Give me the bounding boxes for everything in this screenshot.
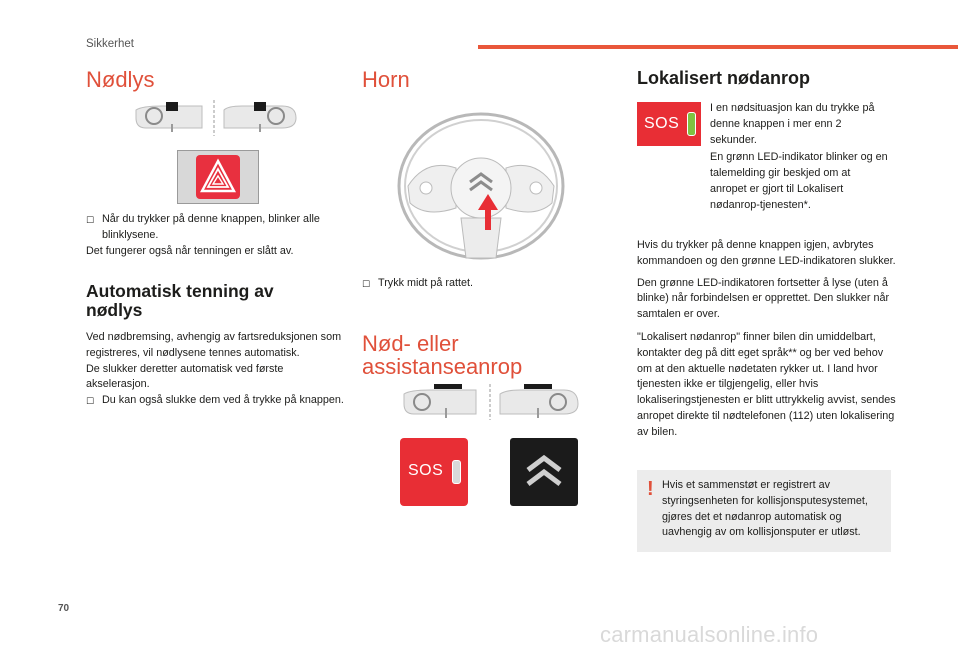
nodlys-note: Det fungerer også når tenningen er slått av.	[86, 244, 294, 257]
sos-label: SOS	[644, 115, 680, 132]
sos-button-illustration	[400, 438, 468, 506]
dashboard-illustration-2	[398, 380, 584, 424]
title-nod-assistanse: Nød- eller assistanseanrop	[362, 331, 523, 379]
bullet-item: ☐ Når du trykker på denne knappen, blinker alle blinklysene.	[86, 212, 342, 244]
bullet-icon: ☐	[86, 396, 95, 407]
dashboard-illustration-1	[132, 96, 302, 138]
bullet-icon: ☐	[86, 215, 95, 225]
hazard-triangle-icon	[196, 155, 240, 199]
hazard-button	[196, 155, 240, 199]
header-accent-bar	[478, 45, 958, 49]
horn-text	[362, 276, 602, 293]
watermark: carmanualsonline.info	[600, 622, 819, 647]
sos-intro-text: I en nødsituasjon kan du trykke på denne knappen i mer enn 2 sekunder. En grønn LED-indikator blinker og en talemelding gir beskjed om at anropet er gjort til Lokalisert nødanrop-tjenesten*.	[710, 102, 888, 212]
sos-label: SOS	[408, 462, 444, 479]
warning-icon: !	[647, 478, 654, 500]
led-indicator-green	[687, 112, 696, 136]
title-nodlys: Nødlys	[86, 67, 155, 92]
title-lokalisert: Lokalisert nødanrop	[637, 68, 811, 88]
bullet-icon: ☐	[362, 279, 371, 289]
lokalisert-text: Hvis du trykker på denne knappen igjen, avbrytes kommandoen og den grønne LED-indikatoren slukker. Den grønne LED-indikatoren fortsetter å lyse (uten å blinke) når forbindelsen er opprettet. Den slukker når samtalen er over. "Lokalisert nødanrop" finner bilen din umiddelbart, kontakter deg på ditt eget språk** og ber ved behov om at den aktuelle nødetaten rykker ut. I land hvor tjenesten ikke er tilgjengelig, eller hvis lokaliseringstjenesten er blitt uttrykkelig avvist, sendes anropet direkte til nødtelefonen (112) uten lokalisering av bilen.	[637, 239, 896, 438]
bullet-item: ☐ Trykk midt på rattet.	[362, 276, 602, 293]
warning-text: Hvis et sammenstøt er registrert av styringsenheten for kollisjonsputesystemet, gjøres det et nødanrop automatisk og uavhengig av om kollisjonsputer er utløst.	[662, 479, 868, 539]
automatic-text: Ved nødbremsing, avhengig av fartsreduksjonen som registreres, vil nødlysene tennes automatisk. De slukker deretter automatisk ved første akselerasjon. ☐ Du kan også slukke dem ved å trykke på knappen.	[86, 330, 344, 410]
sos-button-image	[637, 102, 701, 146]
section-label: Sikkerhet	[86, 38, 134, 50]
warning-box	[637, 470, 891, 552]
nodlys-text	[86, 212, 342, 259]
assistance-button-illustration	[510, 438, 578, 506]
steering-wheel-illustration	[396, 108, 566, 270]
hazard-button-illustration	[177, 150, 259, 204]
chevrons-logo-icon	[510, 438, 578, 506]
page-number: 70	[58, 603, 70, 614]
title-horn: Horn	[362, 67, 410, 92]
bullet-item: ☐ Du kan også slukke dem ved å trykke på knappen.	[86, 393, 344, 410]
subtitle-automatic: Automatisk tenning av nødlys	[86, 281, 274, 320]
led-indicator	[452, 460, 461, 484]
